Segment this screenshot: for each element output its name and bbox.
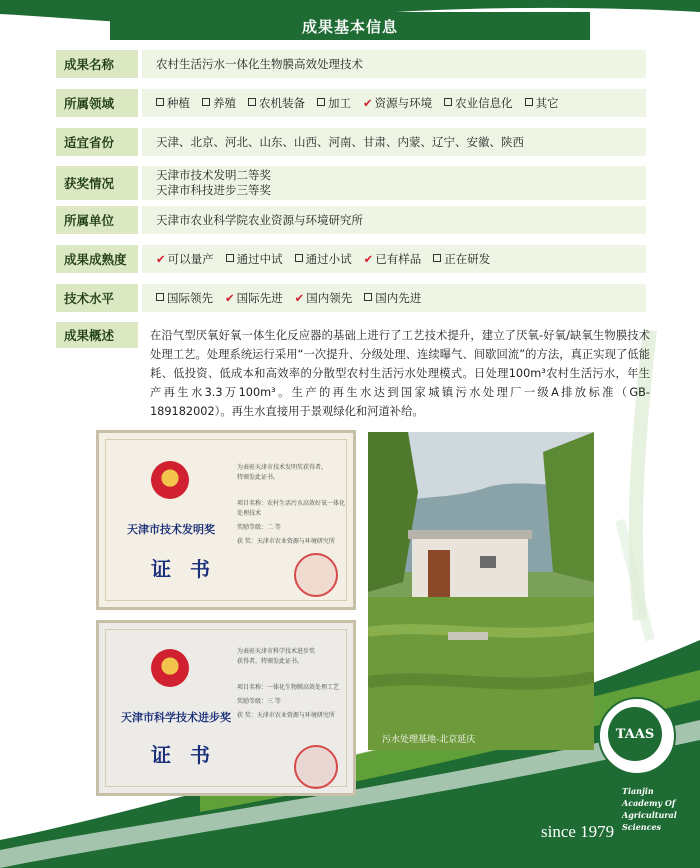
checkbox-option	[202, 96, 236, 111]
row-level	[56, 284, 646, 312]
checkbox-option	[248, 96, 305, 111]
level-options	[156, 291, 646, 306]
cert-title: 天津市科学技术进步奖	[121, 711, 231, 724]
row-awards	[56, 166, 646, 200]
national-emblem-icon	[151, 461, 189, 499]
cert-grade: 二 等	[267, 524, 281, 531]
option-label: 国际先进	[236, 290, 283, 305]
org-line: Tianjin	[622, 786, 654, 796]
option-label: 正在研发	[444, 251, 491, 266]
cert-line: 特颁发此证书。	[237, 474, 280, 481]
option-label: 加工	[328, 95, 351, 110]
checked-icon: ✔	[225, 290, 235, 305]
row-value	[142, 128, 646, 156]
row-unit	[56, 206, 646, 234]
option-label: 养殖	[213, 95, 236, 110]
checkbox-option	[444, 96, 513, 111]
unchecked-box-icon	[525, 98, 533, 106]
cert-big-text: 证 书	[151, 743, 216, 767]
cert-body	[237, 463, 347, 547]
taas-logo	[598, 697, 676, 775]
certificate-progress	[96, 620, 356, 796]
cert-line: 项目名称：	[237, 684, 268, 691]
unchecked-box-icon	[433, 254, 441, 262]
org-line: Agricultural	[622, 810, 677, 820]
checkbox-option	[226, 252, 283, 267]
header	[0, 0, 700, 40]
option-label: 通过小试	[305, 251, 352, 266]
official-seal-icon	[294, 745, 338, 789]
checked-icon: ✔	[294, 290, 305, 305]
summary-text: 在沿气型厌氧好氧一体生化反应器的基础上进行了工艺技术提升，建立了厌氧-好氧/缺氧生物膜技术处理工艺。处理系统运行采用“一次提升、分级处理、连续曝气、间歇回流”的方法，真正实现了低能耗、低投资、低成本和高效率的分散型农村生活污水处理模式。日处理100m³农村生活污水，年生产再生水3.3万100m³。生产的再生水达到国家城镇污水处理厂一级A排放标准（GB-189182002）。再生水直接用于景观绿化和河道补给。	[150, 329, 650, 418]
row-value	[142, 284, 646, 312]
row-value	[142, 245, 646, 273]
maturity-options	[156, 252, 646, 267]
cert-project: 农村生活污水高效好氧一体化处理技术	[237, 500, 346, 517]
checkbox-option	[295, 252, 352, 267]
option-label: 资源与环境	[374, 95, 433, 110]
cert-winner: 天津市农业资源与环境研究所	[256, 538, 335, 545]
cert-grade: 三 等	[267, 698, 281, 705]
cert-winner: 天津市农业资源与环境研究所	[256, 712, 335, 719]
checkbox-option	[364, 291, 421, 306]
unchecked-box-icon	[248, 98, 256, 106]
unchecked-box-icon	[364, 293, 372, 301]
checkbox-option	[364, 252, 422, 267]
unchecked-box-icon	[317, 98, 325, 106]
photo-caption: 污水处理基地-北京延庆	[382, 735, 476, 745]
row-label: 成果成熟度	[56, 245, 138, 273]
cert-title: 天津市技术发明奖	[127, 523, 215, 536]
cert-line: 获 奖：	[237, 538, 257, 545]
option-label: 国内先进	[375, 290, 422, 305]
unchecked-box-icon	[202, 98, 210, 106]
row-provinces	[56, 128, 646, 156]
provinces-value: 天津、北京、河北、山东、山西、河南、甘肃、内蒙、辽宁、安徽、陕西	[156, 134, 524, 149]
cert-line: 奖励等级：	[237, 524, 268, 531]
official-seal-icon	[294, 553, 338, 597]
row-maturity	[56, 245, 646, 273]
option-label: 农机装备	[259, 95, 305, 110]
option-label: 国内领先	[306, 290, 353, 305]
national-emblem-icon	[151, 649, 189, 687]
site-photo-illustration	[368, 432, 594, 750]
checkbox-option	[295, 291, 353, 306]
checkbox-option	[225, 291, 283, 306]
name-value: 农村生活污水一体化生物膜高效处理技术	[156, 56, 363, 71]
certificate-invention	[96, 430, 356, 610]
cert-line: 获 奖：	[237, 712, 257, 719]
option-label: 已有样品	[375, 251, 422, 266]
row-domain	[56, 89, 646, 117]
award-line: 天津市科技进步三等奖	[156, 183, 271, 197]
award-line: 天津市技术发明二等奖	[156, 168, 271, 182]
page-title: 成果基本信息	[301, 18, 398, 36]
site-photo	[368, 432, 594, 750]
checked-icon: ✔	[363, 95, 373, 110]
option-label: 国际领先	[167, 290, 213, 305]
org-line: Sciences	[622, 822, 662, 832]
unit-value: 天津市农业科学院农业资源与环境研究所	[156, 212, 363, 227]
cert-line: 项目名称：	[237, 500, 268, 507]
row-value	[142, 206, 646, 234]
cert-line: 为表彰天津市科学技术进步奖	[237, 648, 316, 655]
cert-line: 获得者，特颁发此证书。	[237, 658, 304, 665]
row-value	[142, 166, 646, 200]
row-name	[56, 50, 646, 78]
domain-options	[156, 96, 646, 111]
unchecked-box-icon	[156, 293, 164, 301]
logo-text: TAAS	[615, 727, 655, 742]
unchecked-box-icon	[226, 254, 234, 262]
summary-label: 成果概述	[56, 322, 138, 348]
cert-big-text: 证 书	[151, 557, 216, 581]
row-value	[142, 89, 646, 117]
checkbox-option	[363, 96, 432, 111]
row-label: 适宜省份	[56, 128, 138, 156]
cert-line: 奖励等级：	[237, 698, 268, 705]
cert-line: 为表彰天津市技术发明奖获得者，	[237, 464, 328, 471]
checkbox-option	[156, 252, 214, 267]
option-label: 农业信息化	[455, 95, 513, 110]
row-label: 所属单位	[56, 206, 138, 234]
unchecked-box-icon	[444, 98, 452, 106]
option-label: 种植	[167, 95, 190, 110]
org-line: Academy Of	[622, 798, 676, 808]
checked-icon: ✔	[156, 251, 166, 266]
cert-body	[237, 647, 347, 721]
row-value	[142, 50, 646, 78]
checkbox-option	[317, 96, 351, 111]
cert-project: 一体化生物膜高效处理工艺	[267, 684, 340, 691]
checkbox-option	[156, 96, 190, 111]
unchecked-box-icon	[156, 98, 164, 106]
row-label: 技术水平	[56, 284, 138, 312]
row-label: 获奖情况	[56, 166, 138, 200]
org-name	[622, 785, 677, 833]
option-label: 通过中试	[236, 251, 283, 266]
option-label: 可以量产	[167, 251, 214, 266]
row-label: 所属领域	[56, 89, 138, 117]
row-label: 成果名称	[56, 50, 138, 78]
checkbox-option	[156, 291, 213, 306]
unchecked-box-icon	[295, 254, 303, 262]
since-year: since 1979	[541, 822, 615, 841]
checkbox-option	[525, 96, 559, 111]
option-label: 其它	[535, 95, 559, 110]
checkbox-option	[433, 252, 490, 267]
checked-icon: ✔	[363, 251, 374, 266]
